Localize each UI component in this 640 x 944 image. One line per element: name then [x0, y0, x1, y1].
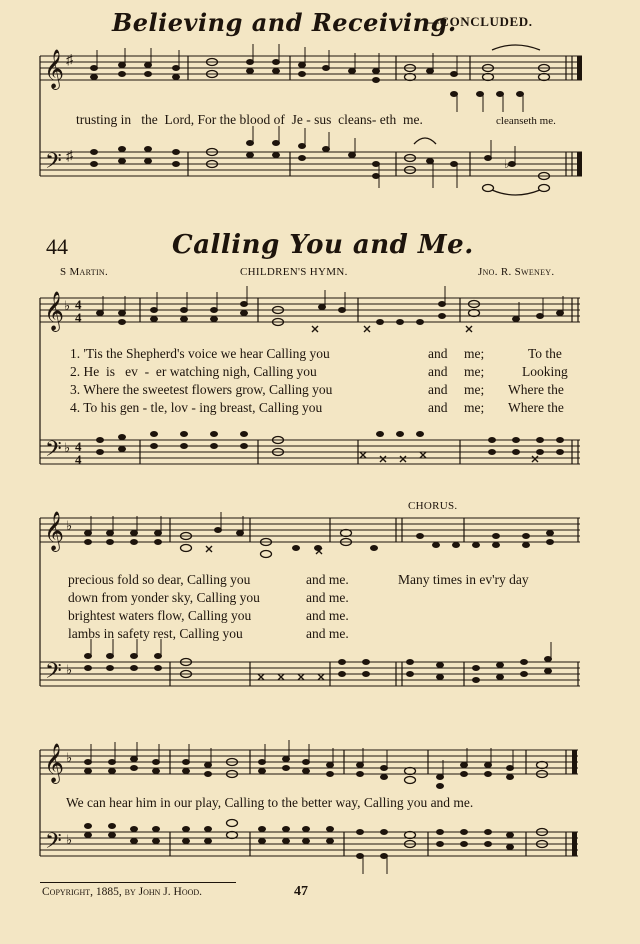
- svg-text:𝄞: 𝄞: [44, 291, 65, 331]
- svg-text:𝄢: 𝄢: [45, 659, 62, 689]
- svg-text:♭: ♭: [64, 298, 71, 313]
- top-title: Believing and Receiving.: [112, 8, 457, 37]
- system-2-end-4: Where the: [508, 400, 564, 415]
- system-3-me-3: and me.: [306, 608, 349, 623]
- system-3-line-3: brightest waters flow, Calling you: [68, 608, 252, 623]
- system-2-and-3: and: [428, 382, 448, 397]
- svg-text:♭: ♭: [64, 440, 71, 455]
- system-2-verse-3: 3. Where the sweetest flowers grow, Calling you: [70, 382, 333, 397]
- svg-text:♭: ♭: [66, 832, 73, 847]
- svg-text:𝄞: 𝄞: [44, 49, 65, 89]
- svg-text:♯: ♯: [66, 53, 73, 68]
- svg-text:𝄞: 𝄞: [44, 511, 65, 551]
- svg-text:4: 4: [75, 452, 82, 467]
- svg-text:♯: ♯: [66, 149, 73, 164]
- svg-text:𝄢: 𝄢: [45, 437, 62, 467]
- system-2-end-1: To the: [528, 346, 562, 361]
- system-2-and-4: and: [428, 400, 448, 415]
- hymn-number: 44: [46, 234, 68, 259]
- system-3-me-4: and me.: [306, 626, 349, 641]
- page-number: 47: [294, 884, 308, 899]
- system-4-staves: [0, 736, 640, 886]
- system-2-verse-2: 2. He is ev - er watching nigh, Calling you: [70, 364, 317, 379]
- system-2-end-3: Where the: [508, 382, 564, 397]
- system-2-me-4: me;: [464, 400, 485, 415]
- svg-text:4: 4: [75, 310, 82, 325]
- system-2-and-2: and: [428, 364, 448, 379]
- svg-text:♭: ♭: [66, 750, 73, 765]
- svg-text:𝄞: 𝄞: [44, 743, 65, 783]
- svg-text:𝄢: 𝄢: [45, 149, 62, 179]
- system-2-end-2: Looking: [522, 364, 568, 379]
- hymn-title: Calling You and Me.: [172, 230, 474, 260]
- system-2-verse-4: 4. To his gen - tle, lov - ing breast, Calling you: [70, 400, 323, 415]
- system-2-and-1: and: [428, 346, 448, 361]
- system-2-verse-1: 1. 'Tis the Shepherd's voice we hear Calling you: [70, 346, 330, 361]
- composer: Jno. R. Sweney.: [478, 266, 555, 278]
- system-3-line-2: down from yonder sky, Calling you: [68, 590, 260, 605]
- system-3-line-1: precious fold so dear, Calling you: [68, 572, 251, 587]
- svg-text:4: 4: [75, 297, 82, 312]
- tune-name: S Martin.: [60, 266, 109, 278]
- svg-text:♭: ♭: [504, 157, 510, 171]
- svg-text:4: 4: [75, 439, 82, 454]
- system-2-me-2: me;: [464, 364, 485, 379]
- svg-text:𝄢: 𝄢: [45, 829, 62, 859]
- svg-text:♭: ♭: [66, 518, 73, 533]
- chorus-line-1: Many times in ev'ry day: [398, 572, 529, 587]
- footer-rule: [40, 882, 236, 883]
- system-3-me-2: and me.: [306, 590, 349, 605]
- system-2-me-1: me;: [464, 346, 485, 361]
- system-3-me-1: and me.: [306, 572, 349, 587]
- system-2-me-3: me;: [464, 382, 485, 397]
- svg-text:♭: ♭: [66, 662, 73, 677]
- system-3-line-4: lambs in safety rest, Calling you: [68, 626, 243, 641]
- chorus-label: CHORUS.: [408, 500, 458, 512]
- copyright: Copyright, 1885, by John J. Hood.: [42, 886, 203, 898]
- system-1-small-lyrics: cleanseth me.: [496, 115, 556, 127]
- hymn-subtitle: CHILDREN'S HYMN.: [240, 266, 348, 278]
- system-1-lyrics: trusting in the Lord, For the blood of Je - sus cleans- eth me.: [76, 112, 423, 127]
- top-title-suffix: —CONCLUDED.: [426, 14, 533, 29]
- system-4-lyrics: We can hear him in our play, Calling to the better way, Calling you and me.: [66, 795, 474, 810]
